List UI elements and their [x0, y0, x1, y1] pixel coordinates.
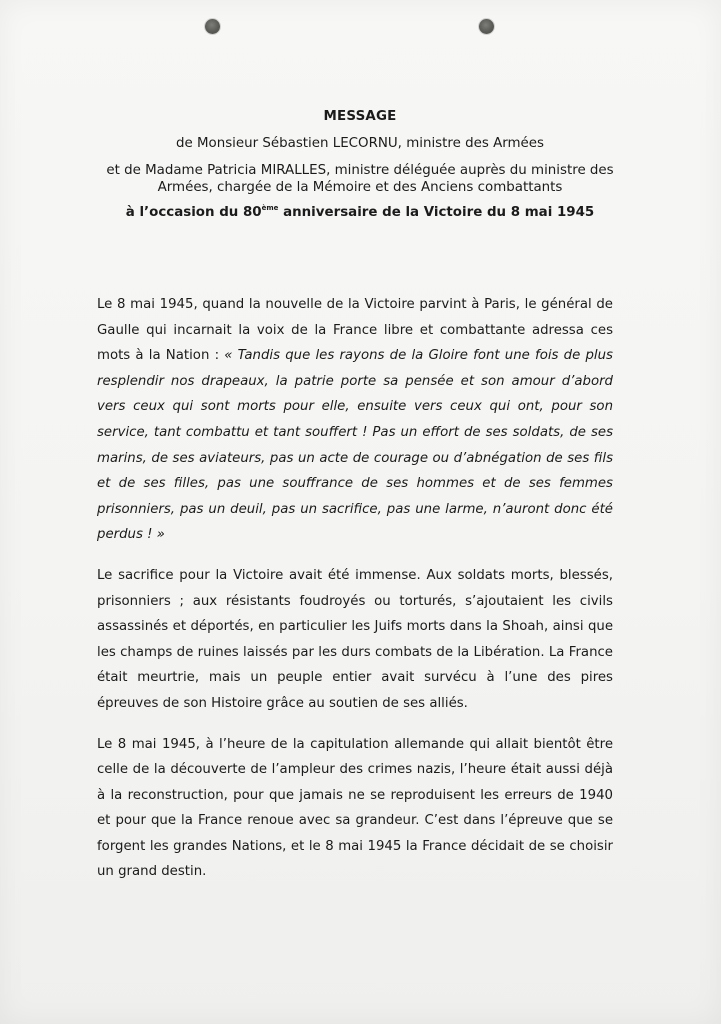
paragraph-2: Le sacrifice pour la Victoire avait été immense. Aux soldats morts, blessés, prisonniers ; aux résistants foudroyés ou torturés, s’ajoutaient les civils assassinés et déportés, en particulier les Juifs morts dans la Shoah, ainsi que les champs de ruines laissés par les durs combats de la Libération. La France était meurtrie, mais un peuple entier avait survécu à l’une des pires épreuves de son Histoire grâce au soutien de ses alliés. [97, 567, 613, 711]
paragraph-1 [97, 292, 613, 548]
message-header [90, 108, 630, 221]
occasion-text-after: anniversaire de la Victoire du 8 mai 1945 [278, 205, 595, 220]
sender-line-2a: et de Madame Patricia MIRALLES, ministre déléguée auprès du ministre des [106, 163, 614, 178]
message-body [97, 292, 613, 900]
occasion-superscript: ème [261, 204, 279, 212]
punch-hole-left [205, 19, 220, 34]
occasion-text-before: à l’occasion du 80 [125, 205, 262, 220]
sender-line-1: de Monsieur Sébastien LECORNU, ministre des Armées [175, 136, 545, 151]
punch-hole-right [479, 19, 494, 34]
paragraph-1-lead: Le 8 mai 1945, quand la nouvelle de la Victoire parvint à Paris, le général de Gaulle qui incarnait la voix de la France libre et combattante adressa ces mots à la Nation : [97, 297, 613, 364]
sender-line-2b: Armées, chargée de la Mémoire et des Anciens combattants [157, 180, 563, 195]
paragraph-3: Le 8 mai 1945, à l’heure de la capitulation allemande qui allait bientôt être celle de la découverte de l’ampleur des crimes nazis, l’heure était aussi déjà à la reconstruction, pour que jamais ne se reproduisent les erreurs de 1940 et pour que la France renoue avec sa grandeur. C’est dans l’épreuve que se forgent les grandes Nations, et le 8 mai 1945 la France décidait de se choisir un grand destin. [97, 736, 613, 880]
message-title: MESSAGE [323, 109, 397, 124]
occasion-line [90, 204, 630, 221]
de-gaulle-quote: « Tandis que les rayons de la Gloire font une fois de plus resplendir nos drapeaux, la patrie porte sa pensée et son amour d’abord vers ceux qui sont morts pour elle, ensuite vers ceux qui ont, pour son service, tant combattu et tant souffert ! Pas un effort de ses soldats, de ses marins, de ses aviateurs, pas un acte de courage ou d’abnégation de ses fils et de ses filles, pas une souffrance de ses hommes et de ses femmes prisonniers, pas un deuil, pas un sacrifice, pas une larme, n’auront donc été perdus ! » [97, 348, 613, 543]
